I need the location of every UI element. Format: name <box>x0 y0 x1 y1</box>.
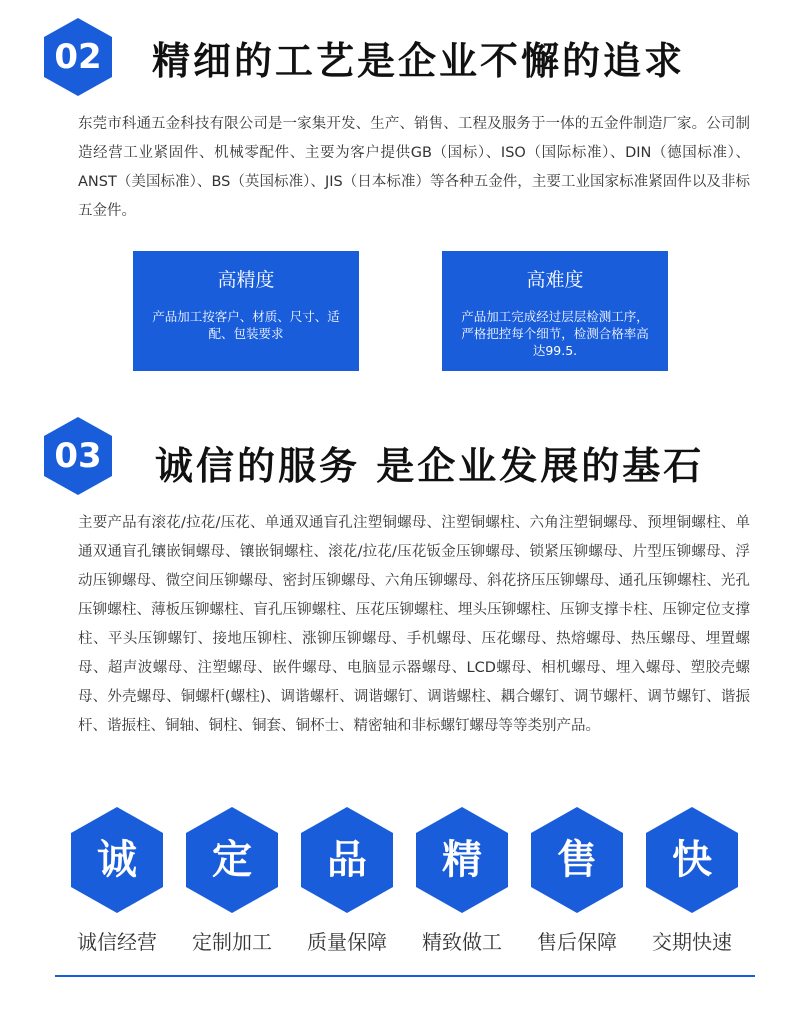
badge-integrity <box>69 805 165 915</box>
badge-label: 交期快速 <box>652 930 732 954</box>
section-header-03 <box>0 415 800 505</box>
card-title: 高精度 <box>217 269 275 291</box>
badge-label: 定制加工 <box>192 930 272 954</box>
badge-custom <box>184 805 280 915</box>
badge-label: 质量保障 <box>307 930 387 954</box>
badge-character: 品 <box>327 837 367 883</box>
badge-label: 诚信经营 <box>77 930 157 954</box>
badge-character: 快 <box>672 837 712 883</box>
section-title: 精细的工艺是企业不懈的追求 <box>152 39 686 83</box>
card-description: 产品加工完成经过层层检测工序，严格把控每个细节，检测合格率高达99.5. <box>461 309 649 358</box>
badge-craft <box>414 805 510 915</box>
badge-label: 售后保障 <box>537 930 617 954</box>
product-list-paragraph: 主要产品有滚花/拉花/压花、单通双通盲孔注塑铜螺母、注塑铜螺柱、六角注塑铜螺母、预埋铜螺柱、单通双通盲孔镶嵌铜螺母、镶嵌铜螺柱、滚花/拉花/压花钣金压铆螺母、锁紧压铆螺母、片型压铆螺母、浮动压铆螺母、微空间压铆螺母、密封压铆螺母、六角压铆螺母、斜花挤压压铆螺母、通孔压铆螺柱、光孔压铆螺柱、薄板压铆螺柱、盲孔压铆螺柱、压花压铆螺柱、埋头压铆螺柱、压铆支撑卡柱、压铆定位支撑柱、平头压铆螺钉、接地压铆柱、涨铆压铆螺母、手机螺母、压花螺母、热熔螺母、热压螺母、埋置螺母、超声波螺母、注塑螺母、嵌件螺母、电脑显示器螺母、LCD螺母、相机螺母、埋入螺母、塑胶壳螺母、外壳螺母、铜螺杆(螺柱)、调谐螺杆、调谐螺钉、调谐螺柱、耦合螺钉、调节螺杆、调节螺钉、谐振杆、谐振柱、铜轴、铜柱、铜套、铜杯士、精密轴和非标螺钉螺母等等类别产品。 <box>78 515 750 734</box>
badge-character: 诚 <box>97 837 137 883</box>
section-number: 03 <box>54 436 102 476</box>
divider <box>55 975 755 977</box>
badge-fast-delivery <box>644 805 740 915</box>
section-title: 诚信的服务 是企业发展的基石 <box>155 444 705 488</box>
card-title: 高难度 <box>526 269 584 291</box>
badge-character: 精 <box>442 837 482 883</box>
badge-character: 定 <box>212 837 252 883</box>
feature-card-precision <box>133 251 359 371</box>
badge-character: 售 <box>557 837 597 883</box>
section-number: 02 <box>54 37 102 77</box>
badge-label: 精致做工 <box>422 930 502 954</box>
badge-aftersales <box>529 805 625 915</box>
company-intro-paragraph: 东莞市科通五金科技有限公司是一家集开发、生产、销售、工程及服务于一体的五金件制造厂家。公司制造经营工业紧固件、机械零配件、主要为客户提供GB（国标）、ISO（国际标准）、DIN（德国标准）、ANST（美国标准）、BS（英国标准）、JIS（日本标准）等各种五金件，主要工业国家标准紧固件以及非标五金件。 <box>78 116 750 219</box>
feature-card-difficulty <box>442 251 668 371</box>
badge-quality <box>299 805 395 915</box>
hexagon-number-badge <box>42 415 114 497</box>
hexagon-number-badge <box>42 16 114 98</box>
section-header-02 <box>0 12 800 102</box>
card-description: 产品加工按客户、材质、尺寸、适配、包装要求 <box>152 309 340 341</box>
